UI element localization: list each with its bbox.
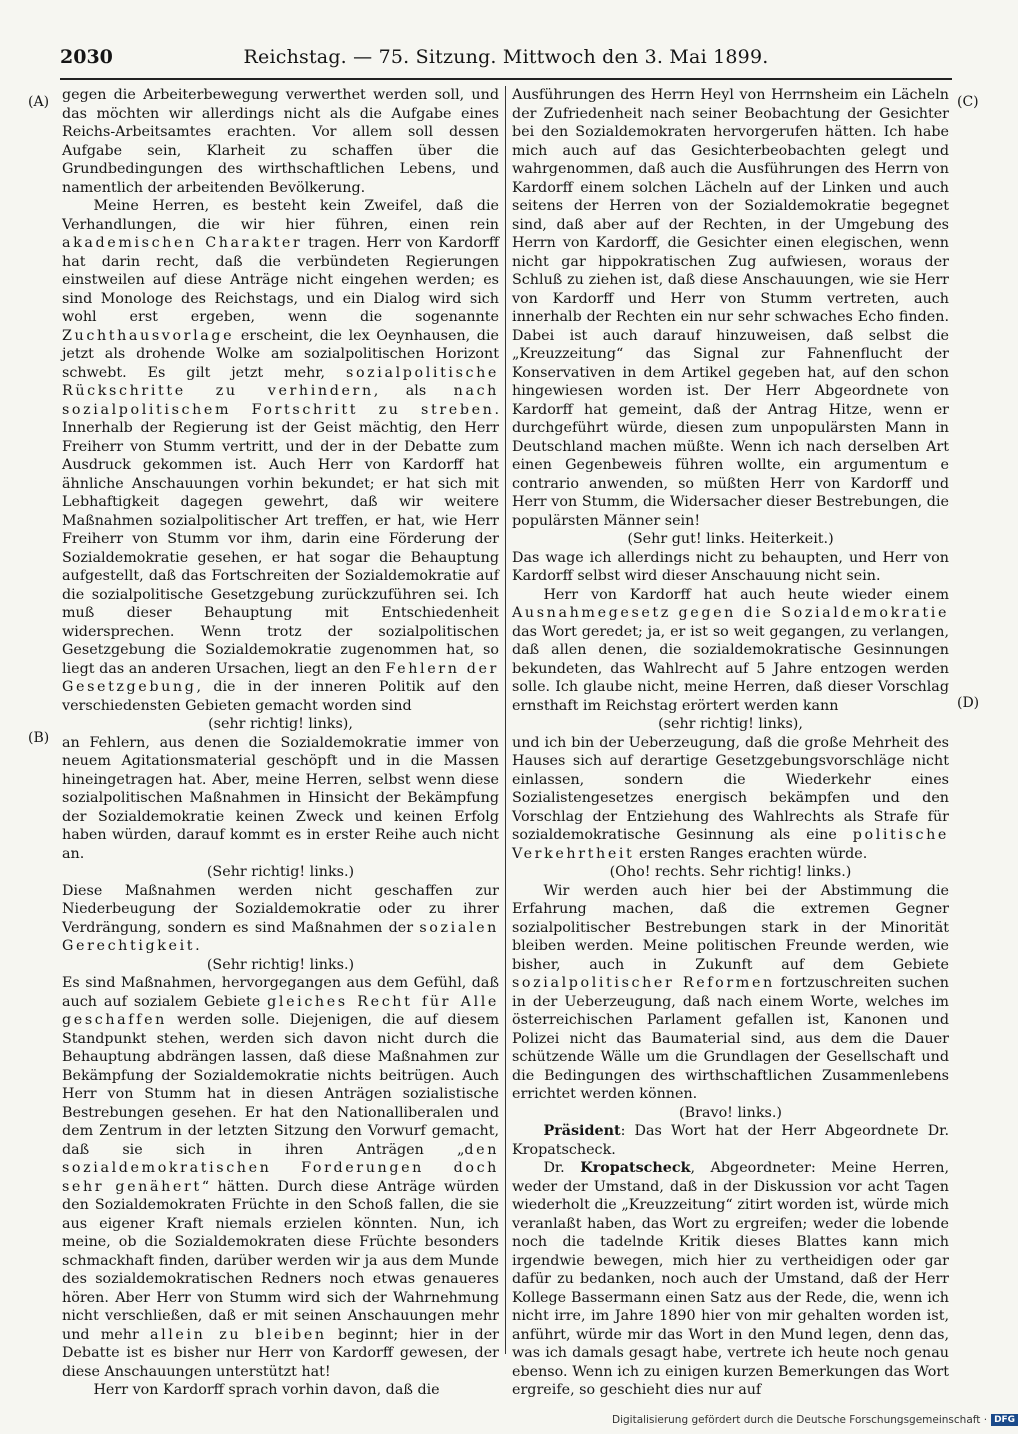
spaced-emphasis: sozialpolitische Rückschritte zu verhindern [62, 364, 499, 399]
spaced-emphasis: den sozialdemokratischen Forderungen doch sehr genähert [62, 1141, 499, 1195]
left-column [62, 86, 500, 1398]
spaced-emphasis: gleiches Recht für Alle geschaffen [62, 993, 499, 1028]
speaker-name: Kropatscheck [580, 1160, 691, 1176]
left-paragraph-4: Diese Maßnahmen werden nicht geschaffen zur Niederbeugung der Sozialdemokratie oder zu ihrer Verdrängung, sondern es sind Maßnahmen der sozialen Gerechtigkeit. [62, 882, 499, 954]
spaced-emphasis: akademischen Charakter [62, 235, 303, 251]
credit-text: Digitalisierung gefördert durch die Deutsche Forschungsgemeinschaft · [612, 1414, 988, 1426]
spaced-emphasis: politische Verkehrtheit [512, 827, 949, 862]
header-rule [60, 78, 952, 80]
speaker-name: Präsident [543, 1123, 621, 1139]
digitization-credit [612, 1414, 1016, 1430]
spaced-emphasis: sozialpolitischer Reformen [512, 975, 775, 991]
interjection: (sehr richtig! links), [208, 716, 353, 732]
right-paragraph-6: Präsident: Das Wort hat der Herr Abgeordnete Dr. Kropatscheck. [512, 1123, 949, 1158]
left-paragraph-6: Herr von Kardorff sprach vorhin davon, daß die [93, 1382, 440, 1398]
spaced-emphasis: sozialen Gerechtigkeit [62, 919, 499, 954]
spaced-emphasis: nach sozialpolitischem Fortschritt zu streben [62, 383, 499, 418]
column-divider [505, 86, 506, 1354]
interjection: (Sehr gut! links. Heiterkeit.) [627, 531, 834, 547]
spaced-emphasis: Zuchthausvorlage [62, 327, 235, 344]
right-paragraph-3: Herr von Kardorff hat auch heute wieder einem Ausnahmegesetz gegen die Sozialdemokratie das Wort geredet; ja, er ist so weit gegangen, zu verlangen, daß allen denen, die sozialdemokratische Gesinnungen bekundeten, das Wahlrecht auf 5 Jahre entzogen werden solle. Ich glaube nicht, meine Herren, daß dieser Vorschlag ernsthaft im Reichstag erörtert werden kann [512, 586, 949, 714]
margin-marker-d: (D) [957, 695, 980, 711]
right-column [512, 86, 949, 1398]
left-paragraph-3: an Fehlern, aus denen die Sozialdemokratie immer von neuem Agitationsmaterial geschöpft und in die Massen hineingetragen hat. Aber, meine Herren, selbst wenn diese sozialpolitischen Maßnahmen in Hinsicht der Bekämpfung der Sozialdemokratie keinen Zweck und keinen Erfolg haben würden, darauf kommt es in erster Reihe auch nicht an. [62, 734, 499, 862]
margin-marker-b: (B) [28, 730, 50, 746]
left-paragraph-2: Meine Herren, es besteht kein Zweifel, daß die Verhandlungen, die wir hier führen, einen rein akademischen Charakter tragen. Herr von Kardorff hat darin recht, daß die verbündeten Regierungen einstweilen auf diese Anträge nicht eingehen werden; es sind Monologe des Reichstags, und ein Dialog wird sich wohl erst ergeben, wenn die sogenannte Zuchthausvorlage erscheint, die lex Oeynhausen, die jetzt als drohende Wolke am sozialpolitischen Horizont schwebt. Es gilt jetzt mehr, sozialpolitische Rückschritte zu verhindern, als nach sozialpolitischem Fortschritt zu streben. Innerhalb der Regierung ist der Geist mächtig, den Herr Freiherr von Stumm vertritt, und der in der Debatte zum Ausdruck gekommen ist. Auch Herr von Kardorff hat ähnliche Anschauungen vorhin bekundet; er hat sich mit Lebhaftigkeit dagegen gewehrt, daß wir weitere Maßnahmen sozialpolitischer Art treffen, er hat, wie Herr Freiherr von Stumm vor ihm, darin eine Förderung der Sozialdemokratie gesehen, er hat sogar die Behauptung aufgestellt, daß das Fortschreiten der Sozialdemokratie auf die sozialpolitische Gesetzgebung zurückzuführen sei. Ich muß dieser Behauptung mit Entschiedenheit widersprechen. Wenn trotz der sozialpolitischen Gesetzgebung die Sozialdemokratie zugenommen hat, so liegt das an anderen Ursachen, liegt an den Fehlern der Gesetzgebung, die in der inneren Politik auf den verschiedensten Gebieten gemacht worden sind [62, 198, 499, 714]
interjection: (sehr richtig! links), [658, 716, 803, 732]
interjection: (Sehr richtig! links.) [206, 956, 355, 973]
left-paragraph-5: Es sind Maßnahmen, hervorgegangen aus dem Gefühl, daß auch auf sozialem Gebiete gleiches Recht für Alle geschaffen werden solle. Diejenigen, die auf diesem Standpunkt stehen, werden sich davon nicht durch die Behauptung abdrängen lassen, daß diese Maßnahmen zur Bekämpfung der Sozialdemokratie nichts beitrügen. Auch Herr von Stumm hat in diesen Anträgen sozialistische Bestrebungen gesehen. Er hat den Nationalliberalen und dem Zentrum in der letzten Sitzung den Vorwurf gemacht, daß sie sich in ihren Anträgen „den sozialdemokratischen Forderungen doch sehr genähert“ hätten. Durch diese Anträge würden den Sozialdemokraten Früchte in den Schoß fallen, die sie aus eigener Kraft niemals erzielen könnten. Nun, ich meine, ob die Sozialdemokraten diese Früchte besonders schmackhaft finden, darüber werden wir ja aus dem Munde des sozialdemokratischen Redners noch etwas genaueres hören. Aber Herr von Stumm wird sich der Wahrnehmung nicht verschließen, daß er mit seinen Anschauungen mehr und mehr allein zu bleiben beginnt; hier in der Debatte ist es bisher nur Herr von Kardorff gewesen, der diese Anschauungen unterstützt hat! [62, 975, 500, 1380]
right-paragraph-5: Wir werden auch hier bei der Abstimmung die Erfahrung machen, daß die extremen Gegner sozialpolitischer Bestrebungen stark in der Minorität bleiben werden. Meine politischen Freunde werden, wie bisher, auch in Zukunft auf dem Gebiete sozialpolitischer Reformen fortzuschreiten suchen in der Ueberzeugung, daß nach einem Worte, welches im österreichischen Parlament gefallen ist, Kanonen und Polizei nicht das Baumaterial sind, aus dem die Dauer schützende Wälle um die Grundlagen der Gesellschaft und die Bedingungen des wirthschaftlichen Zusammenlebens errichtet werden können. [512, 882, 949, 1102]
interjection: (Bravo! links.) [679, 1104, 782, 1121]
right-paragraph-4: und ich bin der Ueberzeugung, daß die große Mehrheit des Hauses sich auf derartige Gesetzgebungsvorschläge nicht einlassen, sondern die Wiederkehr eines Sozialistengesetzes energisch bekämpfen und den Vorschlag der Entziehung des Wahlrechts als Strafe für sozialdemokratische Gesinnung als eine politische Verkehrtheit ersten Ranges erachten würde. [512, 734, 949, 862]
margin-marker-a: (A) [28, 94, 50, 110]
running-head: Reichstag. — 75. Sitzung. Mittwoch den 3. Mai 1899. [243, 46, 769, 68]
margin-marker-c: (C) [957, 94, 979, 110]
dfg-logo-icon: DFG [991, 1414, 1018, 1426]
spaced-emphasis: allein zu bleiben [149, 1326, 327, 1343]
page-header [60, 46, 952, 74]
spaced-emphasis: Ausnahmegesetz gegen die Sozialdemokratie [512, 605, 949, 621]
right-paragraph-2: Das wage ich allerdings nicht zu behaupten, und Herr von Kardorff selbst wird dieser Anschauung nicht sein. [512, 549, 949, 584]
interjection: (Sehr richtig! links.) [206, 864, 355, 880]
left-paragraph-1: gegen die Arbeiterbewegung verwerthet werden soll, und das möchten wir allerdings nicht als die Aufgabe eines Reichs-Arbeitsamtes erachten. Vor allem soll dessen Aufgabe sein, Klarheit zu schaffen über die Grundbedingungen des wirthschaftlichen Lebens, und namentlich der arbeitenden Bevölkerung. [62, 87, 499, 196]
right-paragraph-7: Dr. Kropatscheck, Abgeordneter: Meine Herren, weder der Umstand, daß in der Diskussion vor acht Tagen wiederholt die „Kreuzzeitung“ zitirt worden ist, würde mich veranlaßt haben, das Wort zu ergreifen; weder die lobende noch die tadelnde Kritik dieses Blattes kann mich irgendwie bewegen, mich hier zu vertheidigen oder gar dafür zu bedanken, noch auch der Umstand, daß der Herr Kollege Bassermann einen Satz aus der Rede, die, wenn ich nicht irre, im Jahre 1890 hier von mir gehalten worden ist, anführt, würde mir das Wort in den Mund legen, denn das, was ich damals gesagt habe, vertrete ich heute noch genau ebenso. Wenn ich zu einigen kurzen Bemerkungen das Wort ergreife, so geschieht dies nur auf [512, 1160, 949, 1398]
right-paragraph-1: Ausführungen des Herrn Heyl von Herrnsheim ein Lächeln der Zufriedenheit nach seiner Beobachtung der Gesichter bei den Sozialdemokraten hervorgerufen hätten. Ich habe mich auch auf das Gesichterbeobachten gelegt und wahrgenommen, daß auch die Ausführungen des Herrn von Kardorff einem solchen Lächeln auf der Linken und auch seitens der Herren von der Sozialdemokratie begegnet sind, daß aber auf der Rechten, in der Umgebung des Herrn von Kardorff, die Gesichter einen elegischen, wenn nicht gar hippokratischen Zug aufwiesen, woraus der Schluß zu ziehen ist, daß diese Anschauungen, wie sie Herr von Kardorff und Herr von Stumm vertreten, auch innerhalb der Rechten ein nur sehr schwaches Echo finden. Dabei ist auch darauf hinzuweisen, daß selbst die „Kreuzzeitung“ das Signal zur Fahnenflucht der Konservativen in dem Artikel gegeben hat, auf den schon hingewiesen worden ist. Der Herr Abgeordnete von Kardorff hat gemeint, daß der Antrag Hitze, wenn er durchgeführt würde, diesen zum unpopulärsten Mann in Deutschland machen müßte. Wenn ich nach derselben Art einen Gegenbeweis führen wollte, ein argumentum e contrario anwenden, so müßten Herr von Kardorff und Herr von Stumm, die Widersacher dieser Bestrebungen, die populärsten Männer sein! [512, 87, 949, 529]
spaced-emphasis: Fehlern der Gesetzgebung [62, 660, 499, 695]
page-number: 2030 [60, 46, 113, 68]
interjection: (Oho! rechts. Sehr richtig! links.) [609, 864, 852, 880]
